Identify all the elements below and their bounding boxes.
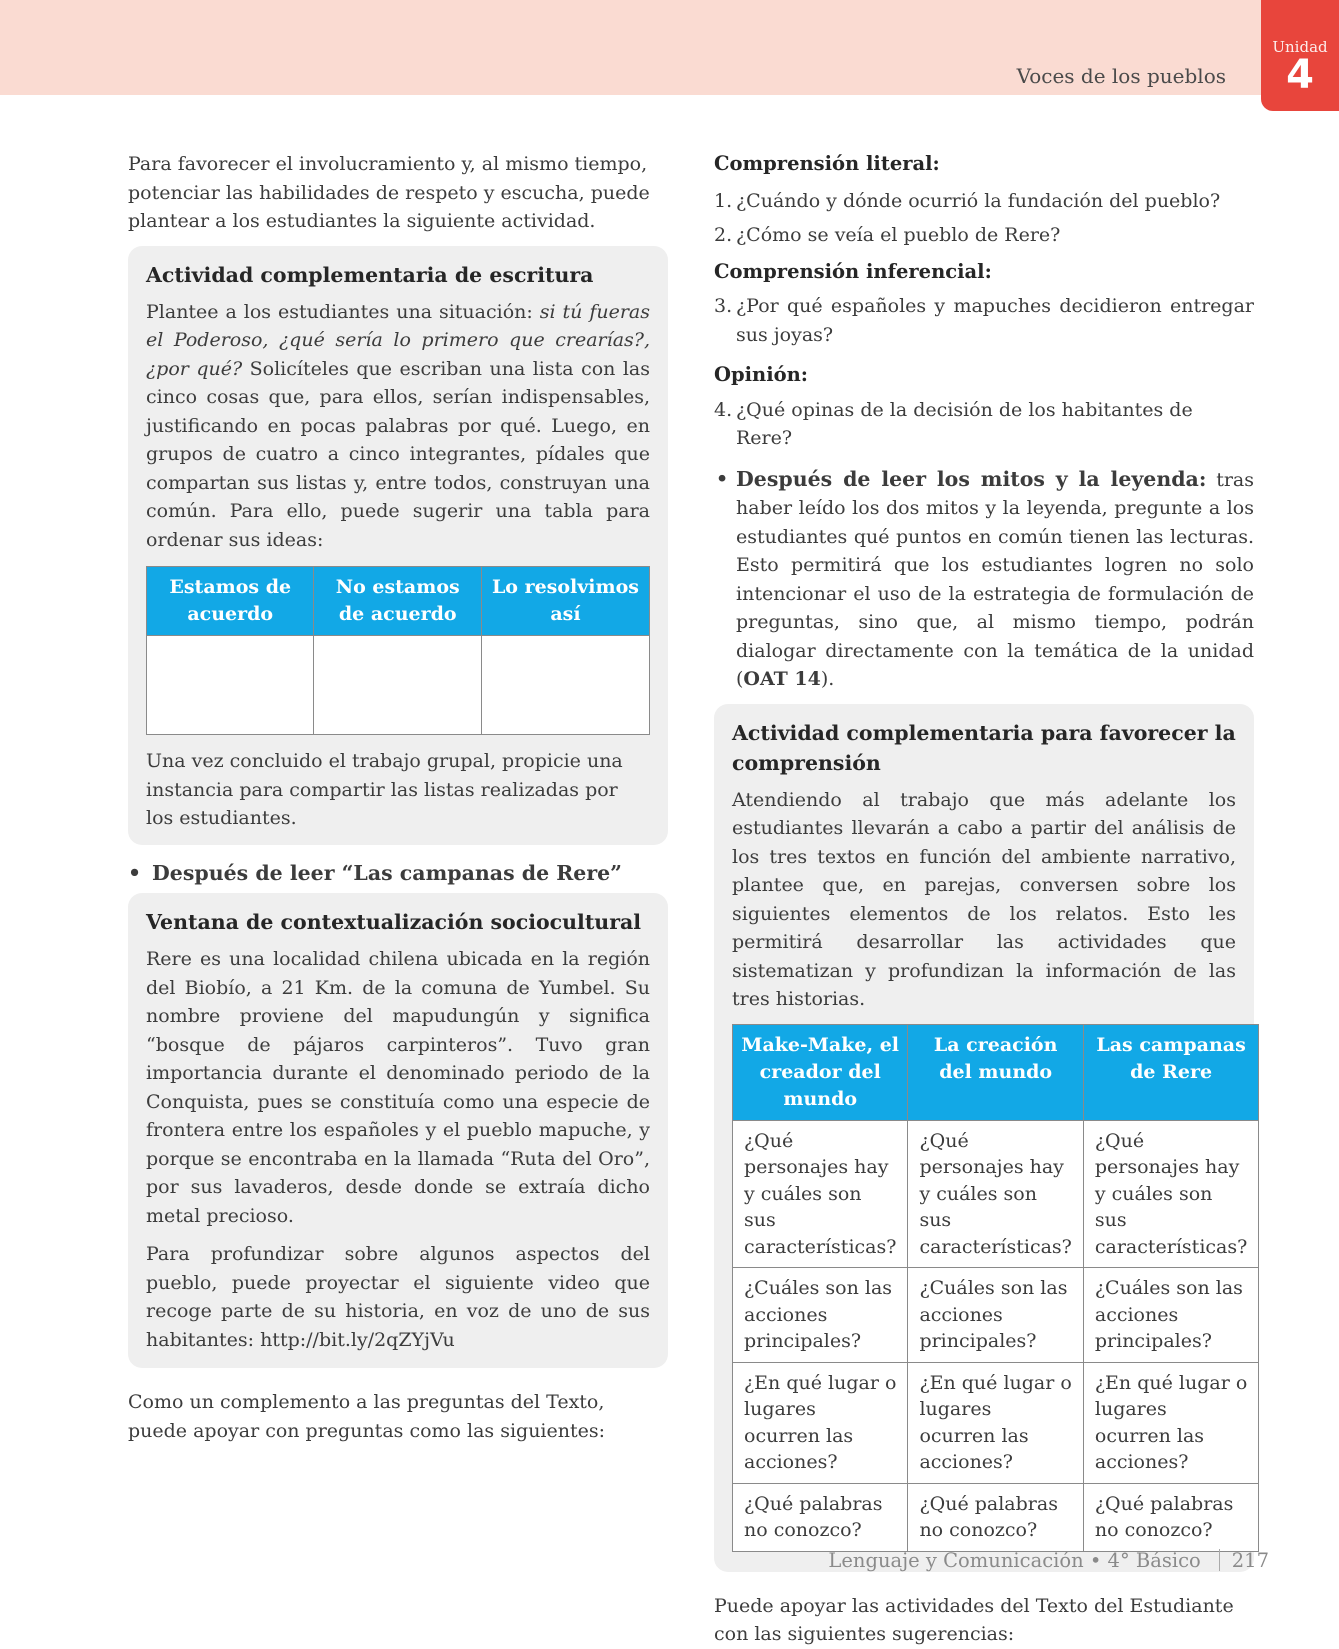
question-number: 1. — [714, 189, 733, 212]
agreement-table — [146, 566, 650, 735]
empty-cell — [481, 636, 649, 735]
after-reading-myths-text: tras haber leído los dos mitos y la leyenda, pregunte a los estudiantes qué puntos en común tienen las lecturas. Esto permitirá que los estudiantes logren no solo intencionar el uso de la estrategia de formulación de preguntas, sino que, al mismo tiempo, podrán dialogar directamente con la temática de la unidad ( — [736, 468, 1254, 690]
after-reading-myths-end: ). — [820, 668, 835, 690]
table-cell: ¿Qué palabras no conozco? — [1083, 1483, 1258, 1551]
empty-cell — [314, 636, 481, 735]
table-cell: ¿En qué lugar o lugares ocurren las acciones? — [908, 1362, 1083, 1483]
agreement-header-cell: Estamos de acuerdo — [147, 567, 314, 636]
table-cell: ¿En qué lugar o lugares ocurren las acciones? — [733, 1362, 908, 1483]
table-cell: ¿Cuáles son las acciones principales? — [733, 1268, 908, 1363]
left-column — [128, 150, 668, 1445]
running-header-title: Voces de los pueblos — [1016, 64, 1226, 88]
writing-activity-title: Actividad complementaria de escritura — [146, 262, 594, 287]
unit-tab — [1261, 0, 1339, 111]
opinion-questions — [714, 396, 1254, 453]
table-row — [733, 1268, 1259, 1363]
agreement-table-empty-row — [147, 636, 650, 735]
comprehension-activity-box — [714, 704, 1254, 1572]
story-table-header-row — [733, 1024, 1259, 1120]
context-window-box — [128, 893, 668, 1368]
question-number: 4. — [714, 398, 733, 421]
table-cell: ¿Qué palabras no conozco? — [908, 1483, 1083, 1551]
writing-activity-text — [146, 298, 650, 555]
table-cell: ¿Cuáles son las acciones principales? — [908, 1268, 1083, 1363]
table-cell: ¿Qué personajes hay y cuáles son sus características? — [908, 1120, 1083, 1268]
right-column — [714, 150, 1254, 1649]
page-number: 217 — [1231, 1549, 1269, 1572]
question-text: ¿Por qué españoles y mapuches decidieron entregar sus joyas? — [736, 295, 1254, 346]
agreement-header-cell: Lo resolvimos así — [481, 567, 649, 636]
writing-text-italic: si tú fueras el Poderoso, ¿qué sería lo primero que crearías?, ¿por qué? — [146, 300, 650, 380]
question-item — [714, 187, 1254, 216]
story-elements-table — [732, 1024, 1259, 1552]
context-paragraph-1: Rere es una localidad chilena ubicada en la región del Biobío, a 21 Km. de la comuna de Yumbel. Su nombre proviene del mapudungún y significa “bosque de pájaros carpinteros”. Tuvo gran importancia durante el denominado periodo de la Conquista, pues se constituía como una especie de frontera entre los españoles y el pueblo mapuche, y porque se encontraba en la llamada “Ruta del Oro”, por sus lavaderos, desde donde se extraía dicho metal precioso. — [146, 948, 650, 1227]
page-footer — [828, 1549, 1269, 1572]
question-item — [714, 221, 1254, 250]
after-reading-bullet-heading: • Después de leer “Las campanas de Rere” — [128, 859, 668, 888]
question-number: 2. — [714, 224, 733, 246]
context-window-title: Ventana de contextualización sociocultural — [146, 910, 642, 934]
agreement-header-cell: No estamos de acuerdo — [314, 567, 481, 636]
table-cell: ¿Qué personajes hay y cuáles son sus características? — [1083, 1120, 1258, 1268]
after-reading-myths-lead: Después de leer los mitos y la leyenda: — [736, 466, 1207, 491]
question-text: ¿Cómo se veía el pueblo de Rere? — [736, 224, 1061, 246]
story-header-cell: La creación del mundo — [908, 1024, 1083, 1120]
story-header-cell: Las campanas de Rere — [1083, 1024, 1258, 1120]
table-cell: ¿Qué palabras no conozco? — [733, 1483, 908, 1551]
question-number: 3. — [714, 295, 733, 317]
empty-cell — [147, 636, 314, 735]
after-reading-myths-paragraph — [714, 465, 1254, 694]
question-item — [714, 292, 1254, 349]
writing-activity-closing: Una vez concluido el trabajo grupal, propicie una instancia para compartir las listas realizadas por los estudiantes. — [146, 750, 623, 829]
table-row — [733, 1362, 1259, 1483]
story-header-cell: Make-Make, el creador del mundo — [733, 1024, 908, 1120]
table-cell: ¿Cuáles son las acciones principales? — [1083, 1268, 1258, 1363]
context-paragraph-2: Para profundizar sobre algunos aspectos del pueblo, puede proyectar el siguiente video que recoge parte de su historia, en voz de uno de sus habitantes: http://bit.ly/2qZYjVu — [146, 1243, 650, 1351]
table-cell: ¿En qué lugar o lugares ocurren las acciones? — [1083, 1362, 1258, 1483]
comprehension-activity-text: Atendiendo al trabajo que más adelante los estudiantes llevarán a cabo a partir del análisis de los tres textos en función del ambiente narrativo, plantee que, en parejas, conversen sobre los siguientes elementos de los relatos. Esto les permitirá desarrollar las actividades que sistematizan y profundizan la información de las tres historias. — [732, 788, 1236, 1010]
writing-text-end: Solicíteles que escriban una lista con las cinco cosas que, para ellos, serían indispensables, justificando en pocas palabras por qué. Luego, en grupos de cuatro a cinco integrantes, pídales que compartan sus listas y, entre todos, construyan una común. Para ello, puede sugerir una tabla para ordenar sus ideas: — [146, 357, 650, 551]
left-closing-paragraph: Como un complemento a las preguntas del Texto, puede apoyar con preguntas como las siguientes: — [128, 1391, 606, 1442]
table-row — [733, 1483, 1259, 1551]
inferential-questions — [714, 292, 1254, 349]
writing-text-start: Plantee a los estudiantes una situación: — [146, 300, 540, 323]
footer-divider — [1219, 1549, 1220, 1571]
agreement-table-header-row — [147, 567, 650, 636]
intro-paragraph: Para favorecer el involucramiento y, al mismo tiempo, potenciar las habilidades de respeto y escucha, puede plantear a los estudiantes la siguiente actividad. — [128, 153, 650, 232]
comprehension-activity-title: Actividad complementaria para favorecer la comprensión — [732, 720, 1236, 775]
unit-number: 4 — [1286, 52, 1314, 98]
right-closing-paragraph: Puede apoyar las actividades del Texto del Estudiante con las siguientes sugerencias: — [714, 1594, 1234, 1645]
opinion-heading: Opinión: — [714, 363, 808, 386]
literal-questions — [714, 187, 1254, 250]
footer-subject: Lenguaje y Comunicación • 4° Básico — [828, 1549, 1201, 1572]
table-row — [733, 1120, 1259, 1268]
unit-label: Unidad — [1272, 38, 1328, 56]
question-item — [714, 396, 1254, 453]
question-text: ¿Qué opinas de la decisión de los habitantes de Rere? — [736, 398, 1193, 449]
literal-heading: Comprensión literal: — [714, 152, 940, 175]
writing-activity-box — [128, 246, 668, 845]
question-text: ¿Cuándo y dónde ocurrió la fundación del pueblo? — [736, 189, 1221, 212]
oat-reference: OAT 14 — [743, 668, 821, 690]
table-cell: ¿Qué personajes hay y cuáles son sus características? — [733, 1120, 908, 1268]
inferential-heading: Comprensión inferencial: — [714, 259, 992, 283]
